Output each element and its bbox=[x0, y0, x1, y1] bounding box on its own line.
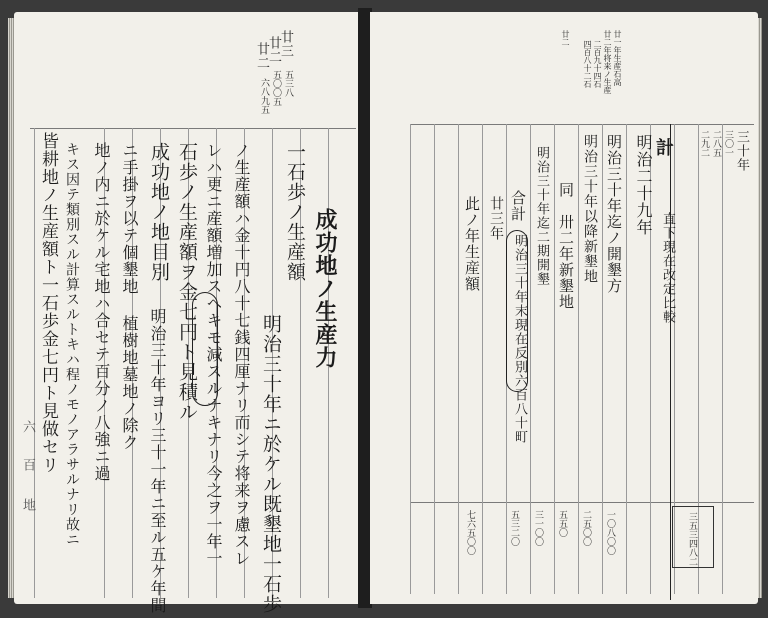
right-oval-annotation bbox=[506, 230, 528, 392]
right-col-3: 明治三十年迄ノ開墾方 bbox=[605, 134, 623, 294]
right-top-mark: 廿二 bbox=[561, 30, 570, 46]
body-column-7: 明治三十年ヨリ三十一年ニ至ル五ケ年間 bbox=[148, 308, 167, 614]
bottom-box-value: 三五三四八二 bbox=[687, 512, 697, 566]
right-col-8: 廿三年 bbox=[488, 196, 504, 241]
right-col-9: 此ノ年生産額 bbox=[463, 196, 481, 292]
right-column-rule bbox=[578, 124, 579, 594]
body-column-8: ニ手掛ヲ以テ個墾地 植樹地墓地ノ除ク bbox=[120, 142, 139, 451]
left-top-num-2: 五〇〇五 bbox=[271, 70, 281, 106]
bottom-number-5: 一〇八〇〇 bbox=[605, 510, 615, 555]
right-col-7-note: 明治三十年末現在反別六百八十町 bbox=[512, 234, 527, 444]
right-col-5: 同 卅二年新墾地 bbox=[557, 182, 575, 310]
body-column-10: キス因テ類別スル計算スルトキハ程ノモノアラサルナリ故ニ bbox=[64, 142, 80, 547]
right-col-4: 明治三十年以降新墾地 bbox=[582, 134, 598, 284]
body-column-1: 一石歩ノ生産額 bbox=[284, 142, 306, 282]
right-top-rule bbox=[410, 124, 754, 125]
bottom-number-6: 七六五〇〇 bbox=[465, 510, 475, 555]
right-column-rule bbox=[410, 124, 411, 594]
right-top-note-1: 廿一年生産石高 bbox=[613, 30, 622, 86]
right-top-note-3: 二百九十四石 bbox=[593, 40, 602, 88]
right-divider-ink bbox=[670, 124, 671, 600]
left-page bbox=[14, 12, 360, 614]
right-col-sub: 三十年 bbox=[734, 130, 749, 172]
left-top-num-1: 五三八 bbox=[283, 70, 293, 97]
left-top-note-1: 廿三 bbox=[278, 30, 293, 58]
body-column-2: 明治三十年ニ於ケル既墾地一石歩 bbox=[260, 314, 282, 614]
body-column-6: 成功地ノ地目別 bbox=[148, 142, 170, 282]
header-number-1: 三〇一 bbox=[723, 130, 733, 157]
bottom-number-2: 三一〇〇 bbox=[533, 510, 543, 546]
boxed-annotation bbox=[192, 292, 218, 406]
body-column-11: 皆耕地ノ生産額ト一石歩金七円ト見做セリ bbox=[38, 132, 58, 474]
left-margin-mark-3: 地 bbox=[20, 498, 35, 512]
right-column-rule bbox=[554, 124, 555, 594]
right-column-rule bbox=[602, 124, 603, 594]
right-page bbox=[370, 12, 758, 604]
right-column-rule bbox=[626, 124, 627, 594]
header-number-3: 二九二 bbox=[699, 130, 709, 157]
right-column-rule bbox=[434, 124, 435, 594]
bottom-number-3: 五五〇 bbox=[557, 510, 567, 537]
right-col-6: 明治三十年迄二期開墾 bbox=[534, 146, 549, 286]
bottom-number-4: 二五〇〇 bbox=[581, 510, 591, 546]
right-top-note-2: 廿二年将来ノ生産 bbox=[603, 30, 612, 94]
right-column-rule bbox=[458, 124, 459, 594]
body-column-5: 石歩ノ生産額ヲ金七円ト見積ル bbox=[176, 142, 198, 422]
left-margin-mark-2: 百 bbox=[20, 458, 35, 472]
body-column-3: ノ生産額ハ金十円八十七銭四厘ナリ而シテ将来ヲ慮スレ bbox=[232, 142, 251, 567]
right-bottom-rule bbox=[410, 502, 754, 503]
left-top-note-2: 廿二 bbox=[266, 36, 281, 64]
left-top-note-3: 廿二 bbox=[254, 42, 269, 70]
header-number-2: 二八五 bbox=[711, 130, 721, 157]
left-top-rule bbox=[30, 128, 356, 129]
right-col-2: 計 bbox=[653, 138, 674, 157]
left-heading: 成功地ノ生産力 bbox=[312, 208, 338, 369]
left-margin-mark-1: 六 bbox=[20, 420, 35, 434]
left-margin-rule bbox=[34, 128, 35, 598]
right-col-1: 明治二十九年 bbox=[634, 134, 653, 236]
right-column-rule bbox=[530, 124, 531, 594]
right-top-note-4: 四百八十二石 bbox=[583, 40, 592, 88]
right-column-rule bbox=[722, 124, 723, 594]
bottom-number-1: 五三二〇 bbox=[509, 510, 519, 546]
right-column-rule bbox=[482, 124, 483, 594]
body-column-4: レハ更ニ産額増加スヘキモ減スルナキナリ今之ヲ一年一 bbox=[204, 142, 223, 567]
right-col-1-note: 直下現在改定比較 bbox=[660, 212, 675, 324]
body-column-9: 地ノ内ニ於ケル宅地ハ合セテ百分ノ八強ニ過 bbox=[92, 142, 111, 482]
left-top-num-3: 六八九五 bbox=[259, 78, 269, 114]
right-col-7: 合計 bbox=[509, 190, 527, 222]
